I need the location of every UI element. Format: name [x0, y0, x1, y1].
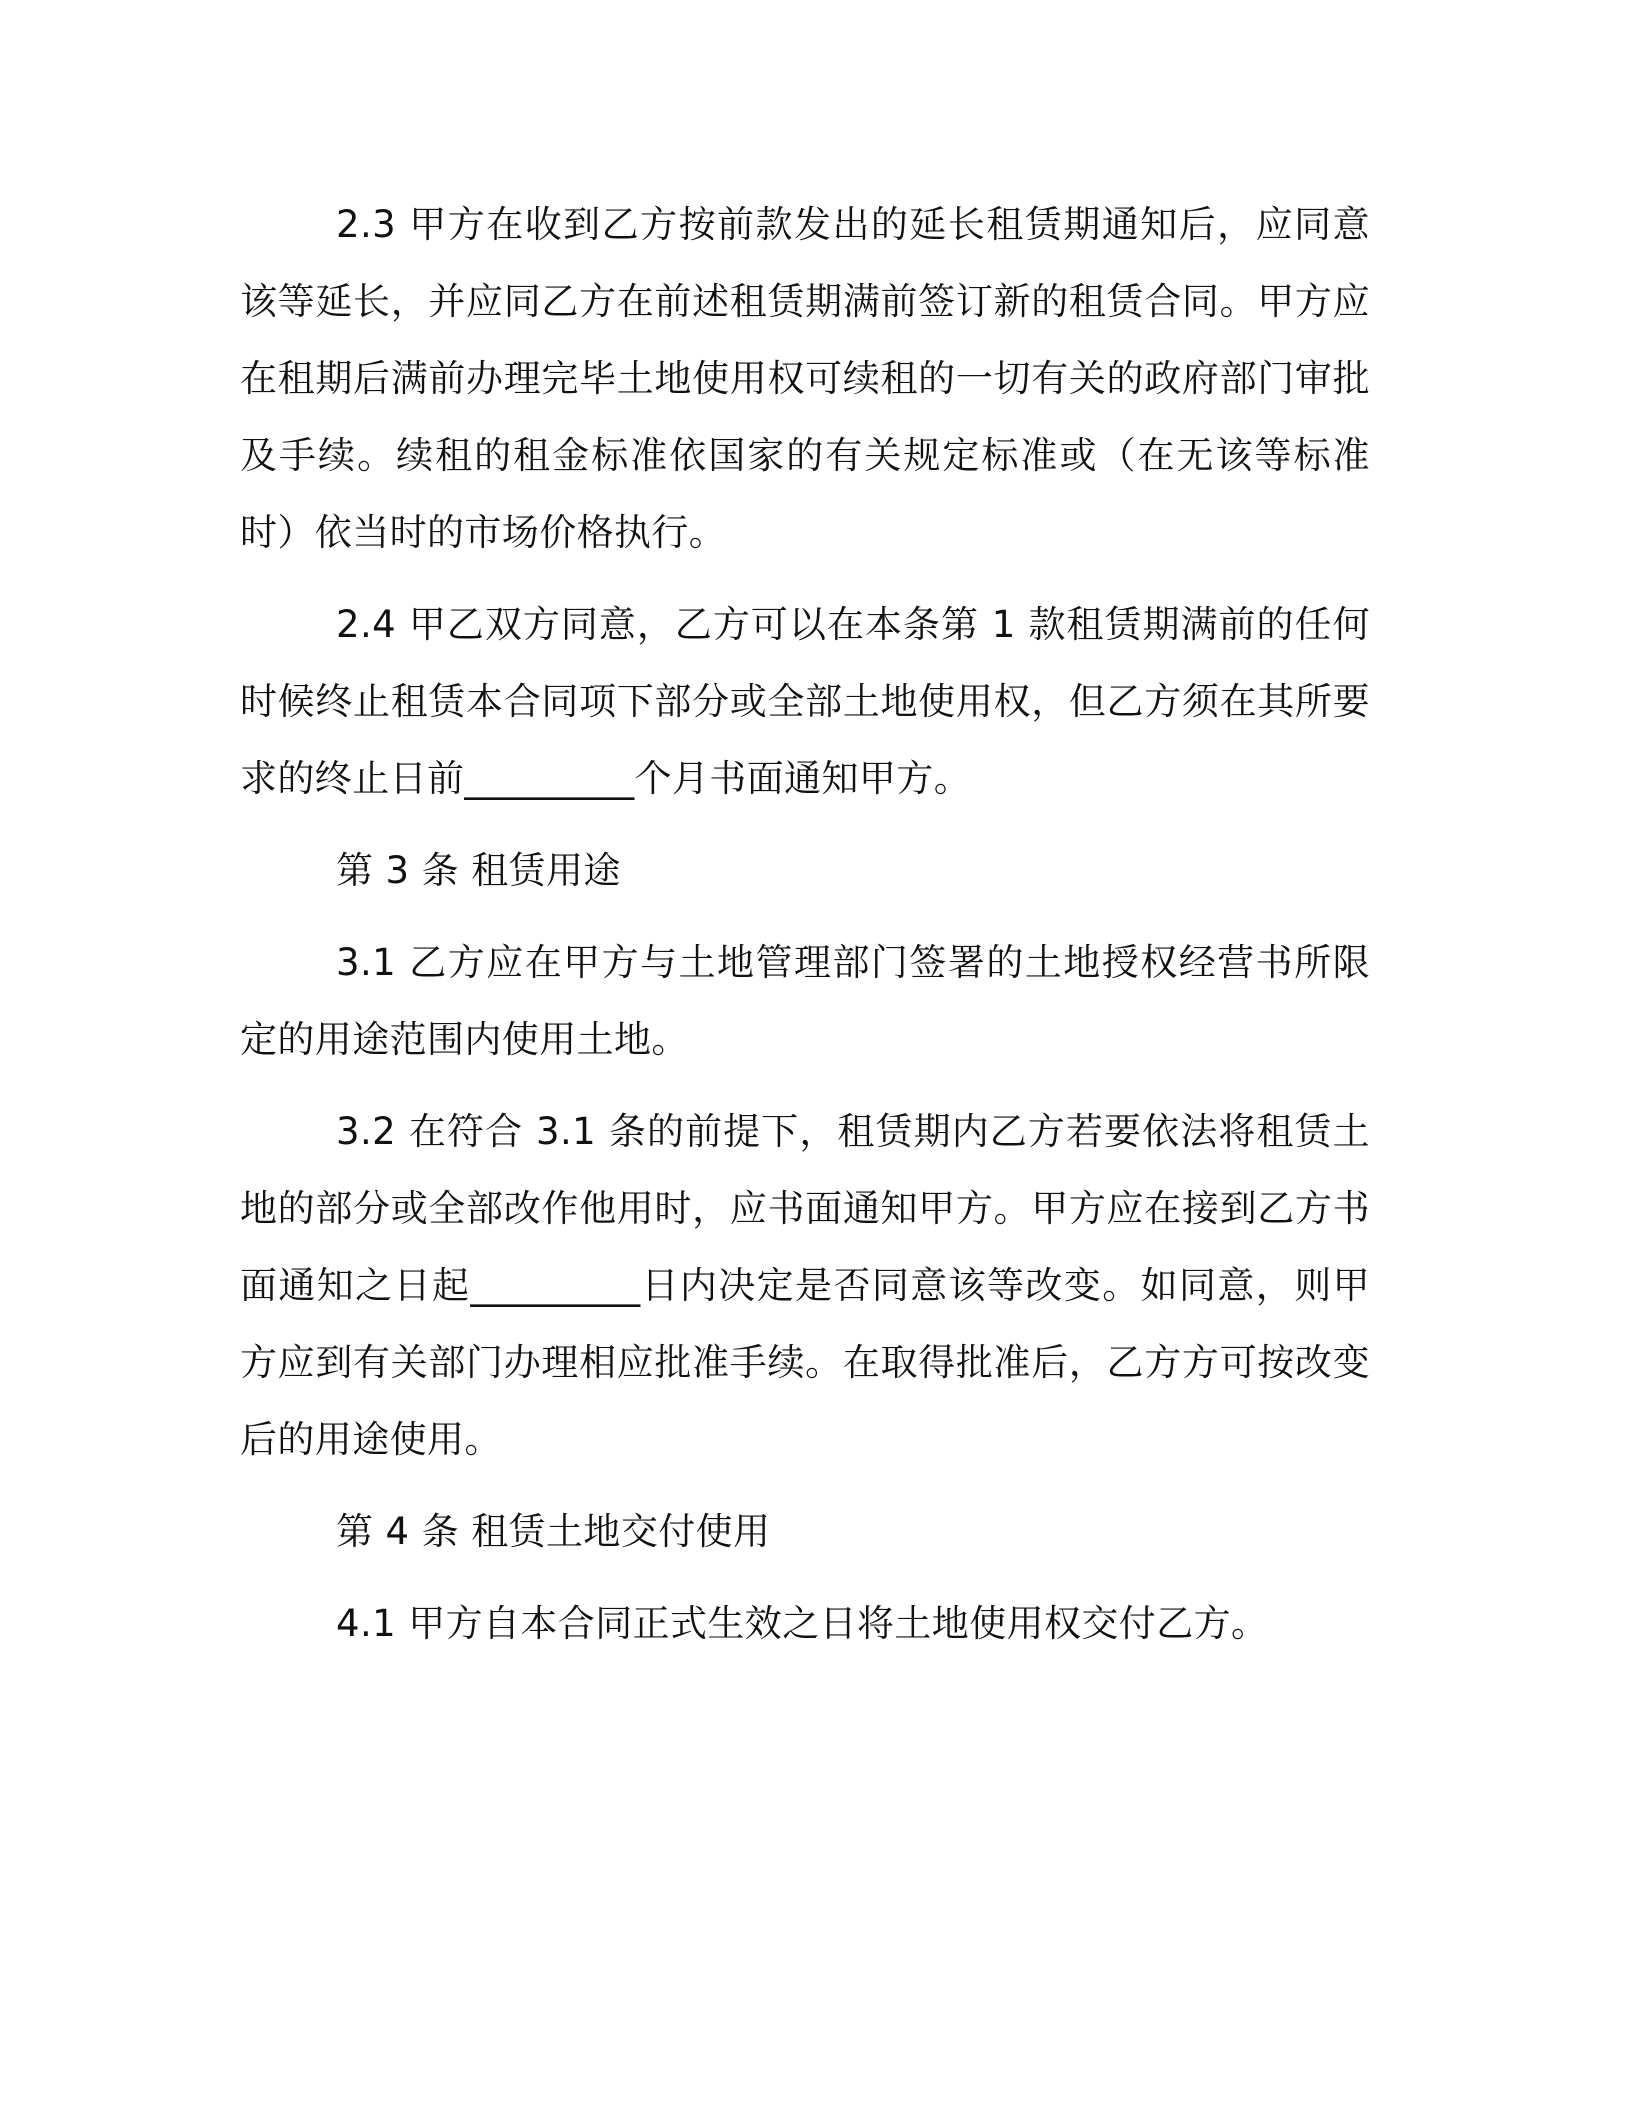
article-3-heading: 第 3 条 租赁用途 [336, 849, 621, 892]
document-body [240, 186, 1370, 1677]
clause-3-1: 3.1 乙方应在甲方与土地管理部门签署的土地授权经营书所限定的用途范围内使用土地。 [240, 941, 1370, 1061]
clause-2-3: 2.3 甲方在收到乙方按前款发出的延长租赁期通知后，应同意该等延长，并应同乙方在前述租赁期满前签订新的租赁合同。甲方应在租期后满前办理完毕土地使用权可续租的一切有关的政府部门审批及手续。续租的租金标准依国家的有关规定标准或（在无该等标准时）依当时的市场价格执行。 [240, 203, 1370, 554]
clause-2-4: 2.4 甲乙双方同意，乙方可以在本条第 1 款租赁期满前的任何时候终止租赁本合同项下部分或全部土地使用权，但乙方须在其所要求的终止日前_________个月书面通知甲方。 [240, 603, 1370, 800]
clause-3-2: 3.2 在符合 3.1 条的前提下，租赁期内乙方若要依法将租赁土地的部分或全部改作他用时，应书面通知甲方。甲方应在接到乙方书面通知之日起_________日内决定是否同意该等改变。如同意，则甲方应到有关部门办理相应批准手续。在取得批准后，乙方方可按改变后的用途使用。 [240, 1110, 1370, 1461]
clause-4-1: 4.1 甲方自本合同正式生效之日将土地使用权交付乙方。 [336, 1602, 1269, 1645]
article-4-heading: 第 4 条 租赁土地交付使用 [336, 1510, 771, 1553]
